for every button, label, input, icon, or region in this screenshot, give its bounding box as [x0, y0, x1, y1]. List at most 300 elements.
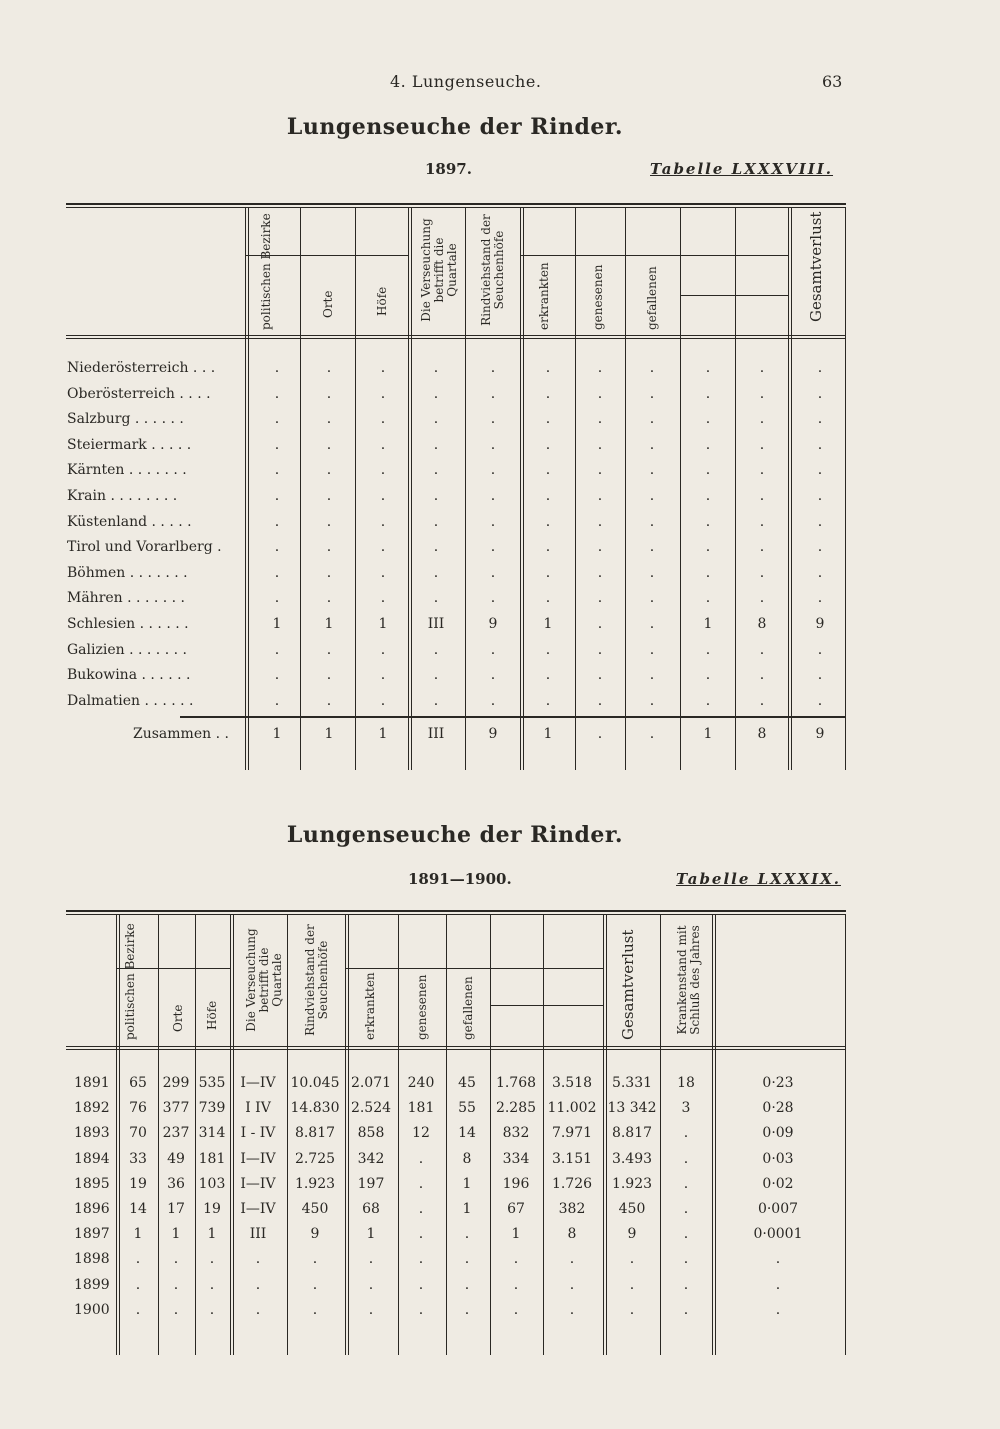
table-cell: .: [817, 488, 823, 504]
table2-column-divider: [543, 915, 544, 1355]
table-cell: 0·23: [762, 1075, 794, 1091]
table-cell: .: [418, 1226, 424, 1243]
table-cell: 3.151: [551, 1150, 593, 1167]
table-cell: .: [173, 1251, 179, 1268]
table-cell: .: [490, 641, 496, 658]
table-cell: .: [683, 1201, 689, 1217]
table-cell: 1: [462, 1175, 472, 1192]
total-cell: 1: [378, 726, 388, 742]
table-cell: 8.817: [294, 1125, 336, 1142]
table-cell: .: [312, 1251, 318, 1268]
table-cell: III: [249, 1226, 267, 1243]
table-cell: 14.830: [290, 1100, 340, 1117]
table-cell: .: [312, 1301, 318, 1318]
table-cell: .: [705, 411, 711, 428]
table-cell: 450: [301, 1201, 329, 1217]
table-cell: .: [705, 692, 711, 709]
table-cell: .: [433, 411, 439, 428]
table-cell: 1: [366, 1226, 376, 1243]
table-cell: .: [545, 411, 551, 428]
table-cell: .: [380, 488, 386, 504]
table-cell: .: [649, 488, 655, 504]
total-cell: .: [649, 726, 655, 742]
table2-top-rule: [66, 910, 846, 912]
table-cell: .: [817, 385, 823, 402]
table-cell: .: [545, 436, 551, 453]
table-cell: .: [274, 385, 280, 402]
table-cell: .: [274, 360, 280, 376]
table1-column-divider: [680, 208, 681, 770]
table-cell: 1: [324, 616, 334, 632]
table-cell: .: [326, 513, 332, 530]
table-cell: .: [380, 513, 386, 530]
header-orte: Orte: [171, 1004, 185, 1032]
header-gefallenen: gefallenen: [645, 266, 659, 330]
table-cell: .: [274, 488, 280, 504]
table-cell: 181: [198, 1150, 226, 1167]
table-cell: .: [775, 1276, 781, 1293]
table-cell: .: [326, 360, 332, 376]
table-cell: .: [759, 641, 765, 658]
table-cell: 14: [458, 1125, 476, 1142]
table-cell: 0·0001: [753, 1226, 803, 1243]
table-cell: I—IV: [240, 1175, 276, 1192]
table-cell: 9: [627, 1226, 637, 1243]
table2-getoeteten-rule: [490, 1005, 603, 1006]
table-cell: 8: [462, 1150, 472, 1167]
table-cell: .: [649, 513, 655, 530]
table-cell: .: [368, 1251, 374, 1268]
header-genesenen: genesenen: [415, 974, 429, 1040]
table-cell: 49: [167, 1150, 185, 1167]
total-cell: 1: [543, 726, 553, 742]
table-cell: .: [380, 462, 386, 479]
table1-column-divider: [791, 208, 792, 770]
table-cell: 196: [502, 1175, 530, 1192]
table-cell: .: [274, 667, 280, 684]
table-cell: 45: [458, 1075, 476, 1091]
row-label-jahr: 1892: [74, 1100, 110, 1117]
table-cell: 0·03: [762, 1150, 794, 1167]
table-cell: 67: [507, 1201, 525, 1217]
table-cell: .: [433, 590, 439, 607]
table-cell: .: [513, 1251, 519, 1268]
table-cell: 1: [543, 616, 553, 632]
table-cell: 3.518: [551, 1075, 593, 1091]
table-cell: .: [629, 1301, 635, 1318]
header-erkrankten: erkrankten: [363, 972, 377, 1040]
table-cell: .: [649, 641, 655, 658]
table-cell: .: [597, 539, 603, 556]
table-cell: .: [513, 1301, 519, 1318]
header-hoefe: Höfe: [375, 286, 389, 316]
table-cell: .: [274, 539, 280, 556]
row-label-jahr: 1895: [74, 1175, 110, 1192]
table1-header-rule-2: [66, 338, 846, 339]
table-cell: .: [274, 692, 280, 709]
table-cell: .: [629, 1251, 635, 1268]
table1-header-rule: [66, 335, 846, 336]
table-cell: 9: [310, 1226, 320, 1243]
table-cell: .: [464, 1301, 470, 1318]
table-cell: 299: [162, 1075, 190, 1091]
table-cell: 7.971: [551, 1125, 593, 1142]
table-cell: 1.726: [551, 1175, 593, 1192]
table-cell: .: [649, 590, 655, 607]
table-cell: .: [274, 641, 280, 658]
table-cell: 14: [129, 1201, 147, 1217]
table1-total-rule: [180, 716, 846, 718]
table-cell: .: [817, 411, 823, 428]
row-label-land: Niederösterreich . . .: [67, 360, 216, 376]
row-label-land: Tirol und Vorarlberg .: [67, 539, 222, 556]
table-cell: .: [683, 1276, 689, 1293]
table-cell: .: [326, 436, 332, 453]
table1-column-divider: [248, 208, 249, 770]
table-cell: 13 342: [607, 1100, 657, 1117]
table-cell: .: [418, 1301, 424, 1318]
table-cell: 33: [129, 1150, 147, 1167]
table-cell: .: [817, 641, 823, 658]
table-cell: .: [418, 1251, 424, 1268]
table-cell: .: [326, 641, 332, 658]
table-cell: 18: [677, 1075, 695, 1091]
table-cell: 181: [407, 1100, 435, 1117]
table2-column-divider: [715, 915, 716, 1355]
table-cell: 240: [407, 1075, 435, 1091]
table-cell: .: [649, 564, 655, 581]
total-cell: 1: [324, 726, 334, 742]
table-cell: 10.045: [290, 1075, 340, 1091]
table-cell: 5.331: [611, 1075, 653, 1091]
table-cell: .: [380, 411, 386, 428]
row-label-jahr: 1894: [74, 1150, 110, 1167]
table-cell: .: [705, 385, 711, 402]
table2-column-divider: [603, 915, 604, 1355]
table-cell: .: [597, 462, 603, 479]
total-cell: 9: [815, 726, 825, 742]
table-cell: .: [759, 667, 765, 684]
table-cell: .: [326, 411, 332, 428]
table-cell: .: [490, 462, 496, 479]
table1-column-divider: [408, 208, 409, 770]
table-cell: .: [649, 616, 655, 632]
table-cell: .: [380, 667, 386, 684]
total-cell: .: [597, 726, 603, 742]
table-cell: 19: [129, 1175, 147, 1192]
table-cell: .: [173, 1301, 179, 1318]
table-cell: 11.002: [547, 1100, 597, 1117]
row-label-land: Küstenland . . . . .: [67, 513, 192, 530]
table-cell: .: [649, 692, 655, 709]
table-cell: 3: [681, 1100, 691, 1117]
table-cell: .: [490, 360, 496, 376]
table-cell: 535: [198, 1075, 226, 1091]
row-label-jahr: 1893: [74, 1125, 110, 1142]
table-cell: .: [597, 385, 603, 402]
table-cell: .: [380, 539, 386, 556]
table-cell: .: [274, 564, 280, 581]
header-orte: Orte: [321, 290, 335, 318]
table-cell: .: [705, 667, 711, 684]
table-cell: .: [683, 1251, 689, 1268]
table-cell: .: [433, 692, 439, 709]
table2-year: 1891—1900.: [408, 870, 512, 888]
total-cell: 1: [703, 726, 713, 742]
table1-column-divider: [411, 208, 412, 770]
table-cell: .: [775, 1301, 781, 1318]
table-cell: .: [209, 1301, 215, 1318]
table-cell: 377: [162, 1100, 190, 1117]
table-cell: .: [817, 667, 823, 684]
table-cell: .: [326, 488, 332, 504]
table2-header-rule: [66, 1046, 846, 1047]
table-cell: .: [464, 1251, 470, 1268]
table-cell: .: [368, 1276, 374, 1293]
table-cell: 342: [357, 1150, 385, 1167]
table-cell: .: [817, 360, 823, 376]
table-cell: 0·09: [762, 1125, 794, 1142]
table1-column-divider: [300, 208, 301, 770]
table-cell: .: [326, 667, 332, 684]
row-label-jahr: 1898: [74, 1251, 110, 1268]
table-cell: .: [380, 692, 386, 709]
table-cell: .: [380, 641, 386, 658]
header-gefallenen: gefallenen: [461, 976, 475, 1040]
table-cell: 2.725: [294, 1150, 336, 1167]
table2-column-divider: [845, 915, 846, 1355]
table-cell: 1: [272, 616, 282, 632]
table1-column-divider: [575, 208, 576, 770]
header-pol_bezirke: politischen Bezirke: [123, 923, 137, 1040]
table-cell: .: [545, 360, 551, 376]
table-cell: .: [274, 436, 280, 453]
table-cell: .: [597, 436, 603, 453]
table1-column-divider: [625, 208, 626, 770]
table-cell: .: [255, 1251, 261, 1268]
table1-getoeteten-rule: [680, 295, 788, 296]
row-label-land: Steiermark . . . . .: [67, 436, 192, 453]
table1-top-rule: [66, 203, 846, 205]
table-cell: .: [490, 513, 496, 530]
table-cell: .: [705, 488, 711, 504]
table-cell: .: [545, 513, 551, 530]
row-label-land: Krain . . . . . . . .: [67, 488, 178, 504]
total-label: Zusammen . .: [133, 726, 229, 742]
table-cell: 0·007: [757, 1201, 799, 1217]
table-cell: .: [545, 641, 551, 658]
table-cell: .: [597, 513, 603, 530]
table-cell: .: [433, 462, 439, 479]
table-cell: 2.524: [350, 1100, 392, 1117]
header-krankenstand: Krankenstand mit Schluß des Jahres: [675, 925, 702, 1035]
table-cell: 314: [198, 1125, 226, 1142]
table-cell: .: [209, 1251, 215, 1268]
header-quartale: Die Verseuchung betrifft die Quartale: [419, 218, 459, 322]
row-label-land: Salzburg . . . . . .: [67, 411, 184, 428]
table-cell: .: [135, 1301, 141, 1318]
row-label-land: Bukowina . . . . . .: [67, 667, 191, 684]
table-cell: .: [775, 1251, 781, 1268]
table1-top-rule-thin: [66, 207, 846, 208]
table-cell: 8: [567, 1226, 577, 1243]
table1-column-divider: [735, 208, 736, 770]
table-cell: .: [490, 488, 496, 504]
table-cell: 1: [703, 616, 713, 632]
table-cell: 3.493: [611, 1150, 653, 1167]
table-cell: I—IV: [240, 1150, 276, 1167]
total-cell: III: [427, 726, 445, 742]
table-cell: .: [649, 436, 655, 453]
table-cell: 12: [412, 1125, 430, 1142]
table-cell: .: [705, 590, 711, 607]
table-cell: .: [173, 1276, 179, 1293]
header-erkrankten: erkrankten: [537, 262, 551, 330]
row-label-land: Galizien . . . . . . .: [67, 641, 187, 658]
table-cell: .: [433, 513, 439, 530]
table-cell: 2.285: [495, 1100, 537, 1117]
table1-column-divider: [845, 208, 846, 770]
table-cell: .: [545, 667, 551, 684]
table-cell: 1: [511, 1226, 521, 1243]
table-cell: .: [759, 360, 765, 376]
table-cell: .: [759, 462, 765, 479]
table1-column-divider: [520, 208, 521, 770]
table2-header-rule-2: [66, 1049, 846, 1050]
table2-top-rule-thin: [66, 914, 846, 915]
table-cell: .: [312, 1276, 318, 1293]
table-cell: 9: [488, 616, 498, 632]
row-label-jahr: 1900: [74, 1301, 110, 1318]
header-gesamtverlust: Gesamtverlust: [619, 929, 637, 1040]
table-cell: .: [649, 360, 655, 376]
table-cell: 1: [207, 1226, 217, 1243]
total-cell: 8: [757, 726, 767, 742]
table-cell: .: [433, 488, 439, 504]
table-cell: .: [274, 513, 280, 530]
table-cell: 55: [458, 1100, 476, 1117]
row-label-land: Böhmen . . . . . . .: [67, 564, 188, 581]
row-label-land: Schlesien . . . . . .: [67, 616, 189, 632]
header-rindviehstand: Rindviehstand der Seuchenhöfe: [479, 214, 506, 326]
table-cell: .: [326, 590, 332, 607]
table-cell: I—IV: [240, 1201, 276, 1217]
table-cell: .: [433, 564, 439, 581]
table-cell: I - IV: [240, 1125, 276, 1142]
table-cell: .: [759, 385, 765, 402]
table-cell: .: [545, 692, 551, 709]
table-cell: .: [490, 436, 496, 453]
total-cell: 9: [488, 726, 498, 742]
table-cell: .: [597, 616, 603, 632]
table-cell: .: [135, 1251, 141, 1268]
table-cell: 8: [757, 616, 767, 632]
table1-group-rule: [520, 255, 788, 256]
table-cell: .: [629, 1276, 635, 1293]
table-cell: .: [418, 1201, 424, 1217]
table1-label: Tabelle LXXXVIII.: [650, 160, 834, 178]
table-cell: .: [418, 1175, 424, 1192]
header-genesenen: genesenen: [591, 264, 605, 330]
table-cell: .: [274, 462, 280, 479]
table-cell: I IV: [245, 1100, 271, 1117]
table-cell: .: [255, 1301, 261, 1318]
row-label-jahr: 1891: [74, 1075, 110, 1091]
table-cell: 197: [357, 1175, 385, 1192]
table-cell: 1.923: [611, 1175, 653, 1192]
table1-title: Lungenseuche der Rinder.: [286, 114, 624, 140]
table-cell: .: [817, 564, 823, 581]
table-cell: .: [817, 436, 823, 453]
table-cell: .: [545, 539, 551, 556]
table-cell: .: [597, 641, 603, 658]
table1-column-divider: [355, 208, 356, 770]
table-cell: .: [759, 513, 765, 530]
table-cell: 19: [203, 1201, 221, 1217]
table-cell: 76: [129, 1100, 147, 1117]
table-cell: .: [597, 488, 603, 504]
table-cell: .: [274, 590, 280, 607]
table-cell: .: [380, 564, 386, 581]
row-label-jahr: 1897: [74, 1226, 110, 1243]
table-cell: .: [490, 667, 496, 684]
table-cell: .: [705, 513, 711, 530]
table1-column-divider: [523, 208, 524, 770]
table-cell: .: [817, 590, 823, 607]
table-cell: .: [683, 1150, 689, 1167]
table-cell: .: [705, 539, 711, 556]
table-cell: .: [255, 1276, 261, 1293]
table-cell: 17: [167, 1201, 185, 1217]
table-cell: .: [683, 1226, 689, 1243]
table-cell: 68: [362, 1201, 380, 1217]
table-cell: 0·02: [762, 1175, 794, 1192]
table-cell: 1.768: [495, 1075, 537, 1091]
table-cell: .: [418, 1276, 424, 1293]
row-label-land: Kärnten . . . . . . .: [67, 462, 187, 479]
table-cell: .: [597, 411, 603, 428]
total-cell: 1: [272, 726, 282, 742]
table-cell: .: [433, 539, 439, 556]
table1-column-divider: [245, 208, 246, 770]
table1-column-divider: [465, 208, 466, 770]
table-cell: .: [705, 462, 711, 479]
table-cell: 858: [357, 1125, 385, 1142]
table-cell: .: [705, 436, 711, 453]
table-cell: 36: [167, 1175, 185, 1192]
table-cell: .: [597, 360, 603, 376]
table-cell: .: [597, 667, 603, 684]
chapter-title: 4. Lungenseuche.: [390, 72, 542, 91]
table2-title: Lungenseuche der Rinder.: [286, 822, 624, 848]
table-cell: .: [649, 462, 655, 479]
table-cell: .: [490, 692, 496, 709]
table-cell: 8.817: [611, 1125, 653, 1142]
table-cell: .: [683, 1301, 689, 1318]
table-cell: .: [817, 513, 823, 530]
table-cell: .: [380, 385, 386, 402]
table-cell: .: [649, 539, 655, 556]
table-cell: .: [418, 1150, 424, 1167]
table-cell: .: [569, 1301, 575, 1318]
table-cell: .: [759, 692, 765, 709]
table-cell: .: [380, 436, 386, 453]
header-pol_bezirke: politischen Bezirke: [259, 213, 273, 330]
row-label-jahr: 1896: [74, 1201, 110, 1217]
table-cell: .: [464, 1226, 470, 1243]
table1-year: 1897.: [425, 160, 472, 178]
table-cell: .: [490, 564, 496, 581]
